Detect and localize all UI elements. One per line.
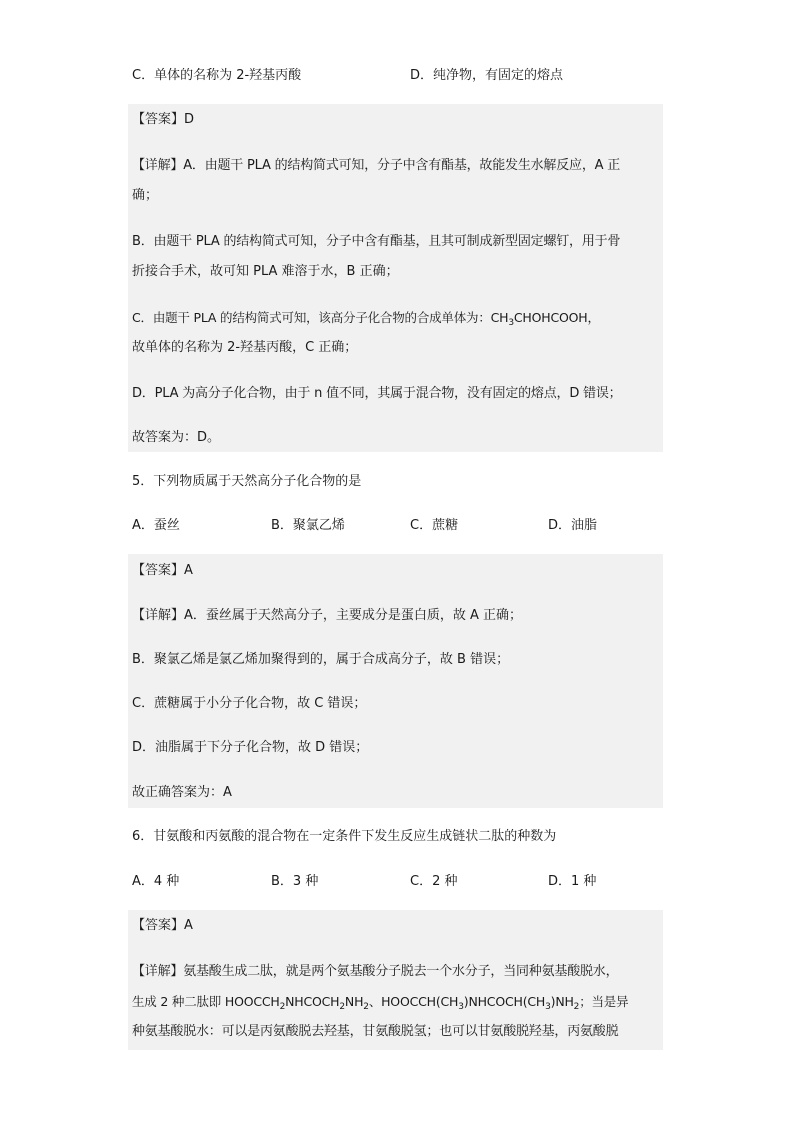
q6-d2-p2: NHCOCH bbox=[285, 994, 340, 1009]
q4-option-c: C．单体的名称为 2-羟基丙酸 bbox=[132, 68, 302, 83]
q6-d2-s4: 3 bbox=[458, 1002, 464, 1012]
q6-d2-s6: 2 bbox=[573, 1002, 580, 1012]
q5-option-a: A．蚕丝 bbox=[132, 518, 180, 533]
q4-detail-c-post: CHOHCOOH， bbox=[513, 310, 600, 325]
q6-d2-p5: )NHCOCH(CH bbox=[463, 994, 546, 1009]
q4-option-d: D．纯净物，有固定的熔点 bbox=[410, 68, 564, 83]
q5-detail-d: D．油脂属于下分子化合物，故 D 错误； bbox=[132, 740, 369, 755]
q4-detail-a-line2: 确； bbox=[132, 188, 159, 203]
q6-d2-p4: 、HOOCCH(CH bbox=[368, 994, 459, 1009]
q6-detail-line3: 种氨基酸脱水：可以是丙氨酸脱去羟基，甘氨酸脱氢；也可以甘氨酸脱羟基，丙氨酸脱 bbox=[132, 1024, 619, 1039]
q6-d2-s2: 2 bbox=[339, 1002, 345, 1012]
q5-answer-block bbox=[128, 554, 663, 808]
q6-detail-line1: 【详解】氨基酸生成二肽，就是两个氨基酸分子脱去一个水分子，当同种氨基酸脱水， bbox=[132, 964, 619, 979]
q5-detail-a: 【详解】A．蚕丝属于天然高分子，主要成分是蛋白质，故 A 正确； bbox=[132, 608, 523, 623]
q6-option-c: C．2 种 bbox=[410, 874, 458, 889]
q5-option-d: D．油脂 bbox=[548, 518, 598, 533]
q4-detail-c-line2: 故单体的名称为 2-羟基丙酸，C 正确； bbox=[132, 340, 358, 355]
q4-detail-c-sub: 3 bbox=[508, 318, 514, 328]
q6-stem: 6．甘氨酸和丙氨酸的混合物在一定条件下发生反应生成链状二肽的种数为 bbox=[132, 829, 557, 844]
q6-option-d: D．1 种 bbox=[548, 874, 597, 889]
q6-d2-p1: 生成 2 种二肽即 HOOCCH bbox=[132, 994, 280, 1009]
q4-detail-c-pre: C．由题干 PLA 的结构简式可知，该高分子化合物的合成单体为：CH bbox=[132, 310, 509, 325]
q4-detail-c-line1 bbox=[132, 308, 662, 328]
q6-d2-s5: 3 bbox=[545, 1002, 551, 1012]
q6-d2-p6: )NH bbox=[550, 994, 574, 1009]
q5-detail-b: B．聚氯乙烯是氯乙烯加聚得到的，属于合成高分子，故 B 错误； bbox=[132, 652, 510, 667]
q5-stem: 5．下列物质属于天然高分子化合物的是 bbox=[132, 474, 362, 489]
q5-answer: 【答案】A bbox=[132, 563, 193, 578]
q6-option-b: B．3 种 bbox=[271, 874, 319, 889]
q6-d2-p3: NH bbox=[344, 994, 364, 1009]
q4-detail-a-line1: 【详解】A．由题干 PLA 的结构简式可知，分子中含有酯基，故能发生水解反应，A 正 bbox=[132, 158, 621, 173]
q5-option-c: C．蔗糖 bbox=[410, 518, 459, 533]
q6-d2-s3: 2 bbox=[363, 1002, 369, 1012]
q4-detail-b-line1: B．由题干 PLA 的结构简式可知，分子中含有酯基，且其可制成新型固定螺钉，用于骨 bbox=[132, 234, 621, 249]
q5-option-b: B．聚氯乙烯 bbox=[271, 518, 345, 533]
q4-detail-d: D．PLA 为高分子化合物，由于 n 值不同，其属于混合物，没有固定的熔点，D 错误； bbox=[132, 386, 622, 401]
q6-answer: 【答案】A bbox=[132, 918, 193, 933]
q4-detail-final: 故答案为：D。 bbox=[132, 430, 221, 445]
q4-answer: 【答案】D bbox=[132, 112, 195, 127]
q6-d2-p7: ；当是异 bbox=[579, 994, 629, 1009]
q6-d2-s1: 2 bbox=[279, 1002, 286, 1012]
q5-detail-final: 故正确答案为：A bbox=[132, 785, 232, 800]
q6-option-a: A．4 种 bbox=[132, 874, 180, 889]
q4-detail-b-line2: 折接合手术，故可知 PLA 难溶于水，B 正确； bbox=[132, 264, 399, 279]
q6-detail-line2 bbox=[132, 992, 662, 1012]
q5-detail-c: C．蔗糖属于小分子化合物，故 C 错误； bbox=[132, 696, 367, 711]
